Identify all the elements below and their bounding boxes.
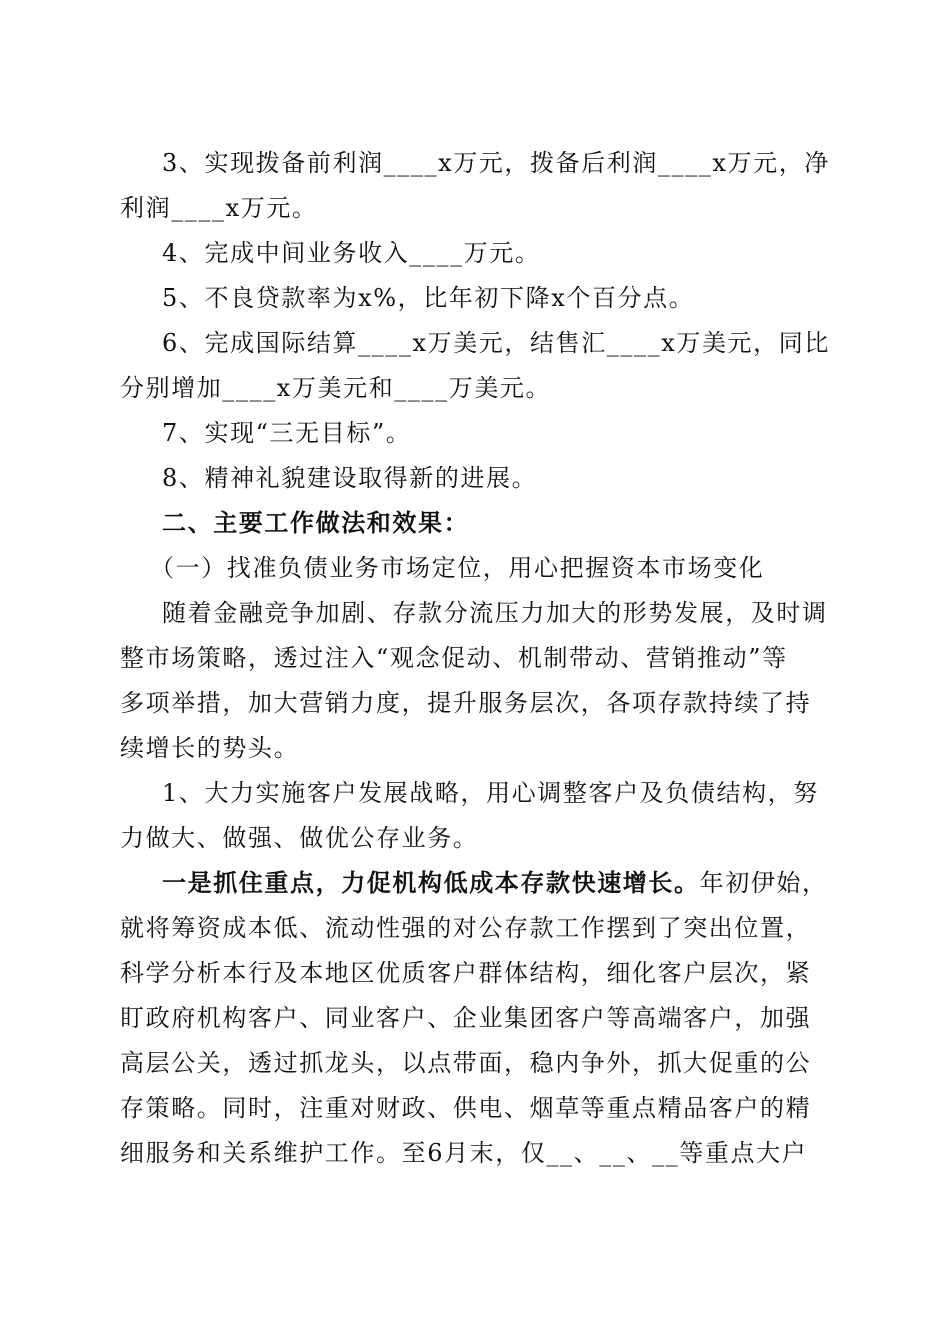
item-1-line-1: 1、大力实施客户发展战略，用心调整客户及负债结构，努 <box>162 779 819 807</box>
paragraph-2-line-4: 盯政府机构客户、同业客户、企业集团客户等高端客户，加强 <box>120 1004 812 1032</box>
paragraph-2-line-2: 就将筹资成本低、流动性强的对公存款工作摆到了突出位置， <box>120 914 812 942</box>
goal-8-line: 8、精神礼貌建设取得新的进展。 <box>162 464 538 492</box>
paragraph-2-line-7: 细服务和关系维护工作。至6月末，仅__、__、__等重点大户 <box>120 1139 808 1167</box>
item-1-line-2: 力做大、做强、做优公存业务。 <box>120 824 479 852</box>
goal-6-line-2: 分别增加____x万美元和____万美元。 <box>120 374 552 402</box>
paragraph-1-line-3: 多项举措，加大营销力度，提升服务层次，各项存款持续了持 <box>120 689 812 717</box>
paragraph-2-lead-rest: 年初伊始， <box>699 869 828 897</box>
goal-4-line: 4、完成中间业务收入____万元。 <box>162 239 541 267</box>
paragraph-2-line-6: 存策略。同时，注重对财政、供电、烟草等重点精品客户的精 <box>120 1094 812 1122</box>
section-2-heading: 二、主要工作做法和效果： <box>162 508 470 537</box>
goal-3-line-1: 3、实现拨备前利润____x万元，拨备后利润____x万元，净 <box>162 149 830 177</box>
paragraph-1-line-4: 续增长的势头。 <box>120 734 300 762</box>
goal-7-line: 7、实现“三无目标”。 <box>162 419 412 447</box>
goal-5-line: 5、不良贷款率为x%，比年初下降x个百分点。 <box>162 284 695 312</box>
paragraph-1-line-2: 整市场策略，透过注入“观念促动、机制带动、营销推动”等 <box>120 644 788 672</box>
paragraph-2-line-5: 高层公关，透过抓龙头，以点带面，稳内争外，抓大促重的公 <box>120 1049 812 1077</box>
paragraph-2-line-3: 科学分析本行及本地区优质客户群体结构，细化客户层次，紧 <box>120 959 812 987</box>
paragraph-1-line-1: 随着金融竞争加剧、存款分流压力加大的形势发展，及时调 <box>162 599 828 627</box>
goal-3-line-2: 利润____x万元。 <box>120 194 318 222</box>
goal-6-line-1: 6、完成国际结算____x万美元，结售汇____x万美元，同比 <box>162 329 830 357</box>
paragraph-2-bold-lead: 一是抓住重点，力促机构低成本存款快速增长。 <box>162 868 700 897</box>
paragraph-2-line-1 <box>162 867 830 899</box>
subsection-1-heading: （一）找准负债业务市场定位，用心把握资本市场变化 <box>150 554 765 582</box>
